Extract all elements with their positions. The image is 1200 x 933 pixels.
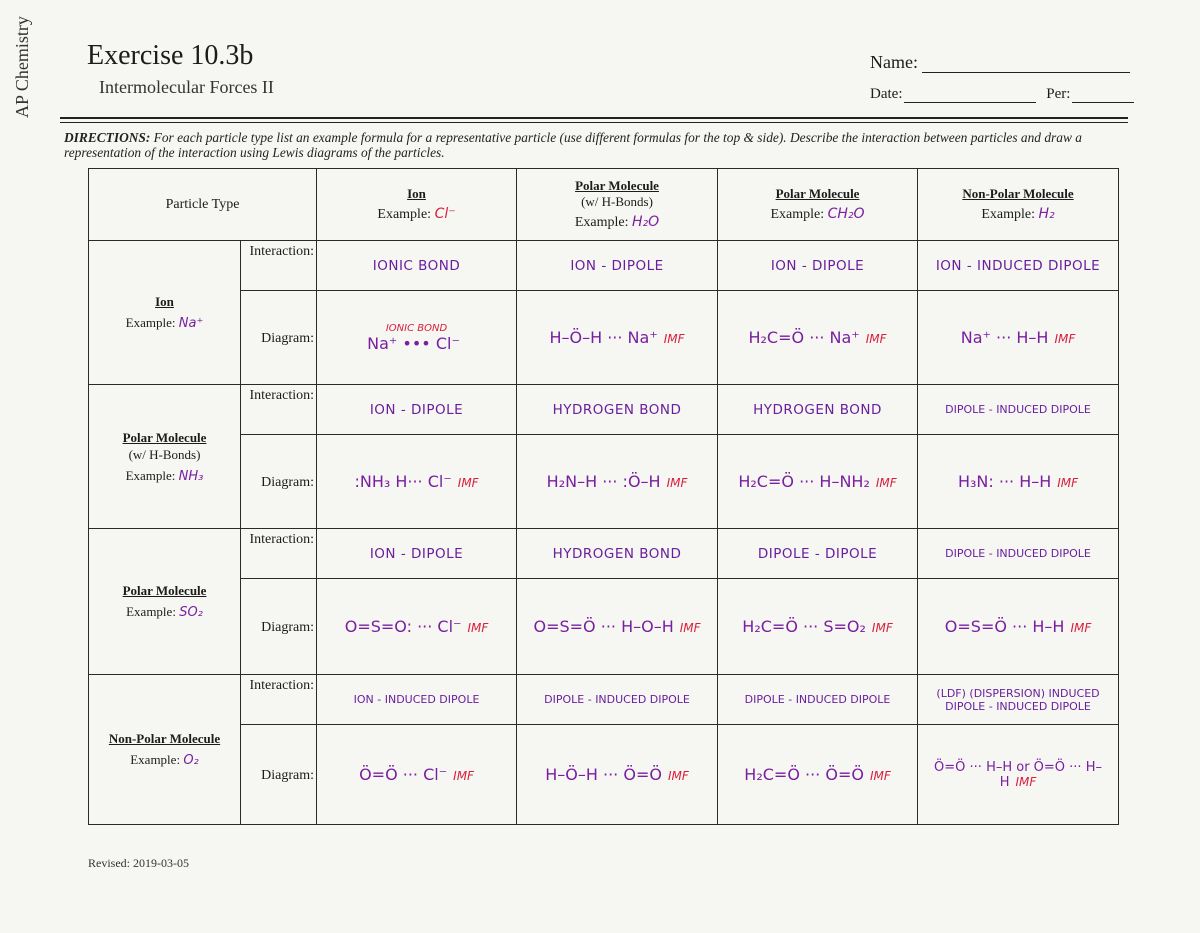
- revised-date: Revised: 2019-03-05: [88, 856, 189, 870]
- diagram-cell: :NH₃ H··· Cl⁻ IMF: [317, 435, 517, 529]
- interaction-cell: ION - INDUCED DIPOLE: [317, 675, 517, 725]
- diagram-cell: O=S=Ö ··· H–H IMF: [918, 579, 1119, 675]
- column-header: Non-Polar Molecule Example: H₂: [918, 169, 1119, 241]
- row-header: Ion Example: Na⁺: [89, 241, 241, 385]
- corner-header: Particle Type: [89, 169, 317, 241]
- interaction-cell: ION - DIPOLE: [517, 241, 718, 291]
- diagram-cell: H₂C=Ö ··· S=O₂ IMF: [718, 579, 918, 675]
- interaction-cell: HYDROGEN BOND: [517, 529, 718, 579]
- diagram-cell: Ö=Ö ··· H–H or Ö=Ö ··· H–H IMF: [918, 725, 1119, 825]
- interaction-cell: ION - DIPOLE: [317, 529, 517, 579]
- diagram-cell: Na⁺ ··· H–H IMF: [918, 291, 1119, 385]
- per-blank[interactable]: [1072, 89, 1134, 103]
- interaction-label: Interaction:: [241, 529, 317, 579]
- interaction-cell: DIPOLE - INDUCED DIPOLE: [918, 385, 1119, 435]
- diagram-label: Diagram:: [241, 725, 317, 825]
- interaction-cell: ION - DIPOLE: [718, 241, 918, 291]
- page-subtitle: Intermolecular Forces II: [99, 77, 274, 97]
- interaction-label: Interaction:: [241, 675, 317, 725]
- page-title: Exercise 10.3b: [87, 40, 254, 71]
- diagram-cell: H₂C=Ö ··· H–NH₂ IMF: [718, 435, 918, 529]
- diagram-cell: H–Ö–H ··· Na⁺ IMF: [517, 291, 718, 385]
- diagram-cell: O=S=O: ··· Cl⁻ IMF: [317, 579, 517, 675]
- row-header: Non-Polar Molecule Example: O₂: [89, 675, 241, 825]
- interaction-label: Interaction:: [241, 385, 317, 435]
- date-blank[interactable]: [904, 89, 1036, 103]
- diagram-cell: Ö=Ö ··· Cl⁻ IMF: [317, 725, 517, 825]
- diagram-label: Diagram:: [241, 435, 317, 529]
- interaction-cell: HYDROGEN BOND: [718, 385, 918, 435]
- diagram-cell: H₂N–H ··· :Ö–H IMF: [517, 435, 718, 529]
- name-blank[interactable]: [922, 55, 1130, 73]
- diagram-label: Diagram:: [241, 579, 317, 675]
- row-header: Polar Molecule (w/ H-Bonds) Example: NH₃: [89, 385, 241, 529]
- name-label: Name:: [870, 52, 918, 72]
- directions-text: For each particle type list an example formula for a representative particle (use different formulas for the top & side). Describe the interaction between particles and draw a representation of the interaction using Lewis diagrams of the particles.: [64, 130, 1082, 160]
- date-label: Date:: [870, 86, 903, 102]
- header-rule-thin: [60, 122, 1128, 123]
- directions-lead: DIRECTIONS:: [64, 130, 151, 145]
- diagram-cell: IONIC BOND Na⁺ ••• Cl⁻: [317, 291, 517, 385]
- directions: [64, 130, 1139, 160]
- interaction-cell: IONIC BOND: [317, 241, 517, 291]
- diagram-cell: H₂C=Ö ··· Na⁺ IMF: [718, 291, 918, 385]
- interaction-label: Interaction:: [241, 241, 317, 291]
- side-label: AP Chemistry: [12, 16, 32, 118]
- interaction-cell: ION - INDUCED DIPOLE: [918, 241, 1119, 291]
- column-header: Polar Molecule Example: CH₂O: [718, 169, 918, 241]
- diagram-label: Diagram:: [241, 291, 317, 385]
- date-per-field[interactable]: [870, 86, 1134, 103]
- interaction-cell: DIPOLE - INDUCED DIPOLE: [918, 529, 1119, 579]
- header-rule: [60, 117, 1128, 119]
- column-header: Ion Example: Cl⁻: [317, 169, 517, 241]
- name-field[interactable]: [870, 52, 1130, 73]
- column-header: Polar Molecule (w/ H-Bonds) Example: H₂O: [517, 169, 718, 241]
- diagram-cell: H–Ö–H ··· Ö=Ö IMF: [517, 725, 718, 825]
- diagram-cell: O=S=Ö ··· H–O–H IMF: [517, 579, 718, 675]
- imf-table: [88, 168, 1119, 825]
- per-label: Per:: [1046, 86, 1071, 102]
- interaction-cell: (LDF) (DISPERSION) INDUCED DIPOLE - INDUCED DIPOLE: [918, 675, 1119, 725]
- diagram-cell: H₂C=Ö ··· Ö=Ö IMF: [718, 725, 918, 825]
- interaction-cell: DIPOLE - DIPOLE: [718, 529, 918, 579]
- interaction-cell: DIPOLE - INDUCED DIPOLE: [517, 675, 718, 725]
- row-header: Polar Molecule Example: SO₂: [89, 529, 241, 675]
- interaction-cell: HYDROGEN BOND: [517, 385, 718, 435]
- interaction-cell: ION - DIPOLE: [317, 385, 517, 435]
- diagram-cell: H₃N: ··· H–H IMF: [918, 435, 1119, 529]
- interaction-cell: DIPOLE - INDUCED DIPOLE: [718, 675, 918, 725]
